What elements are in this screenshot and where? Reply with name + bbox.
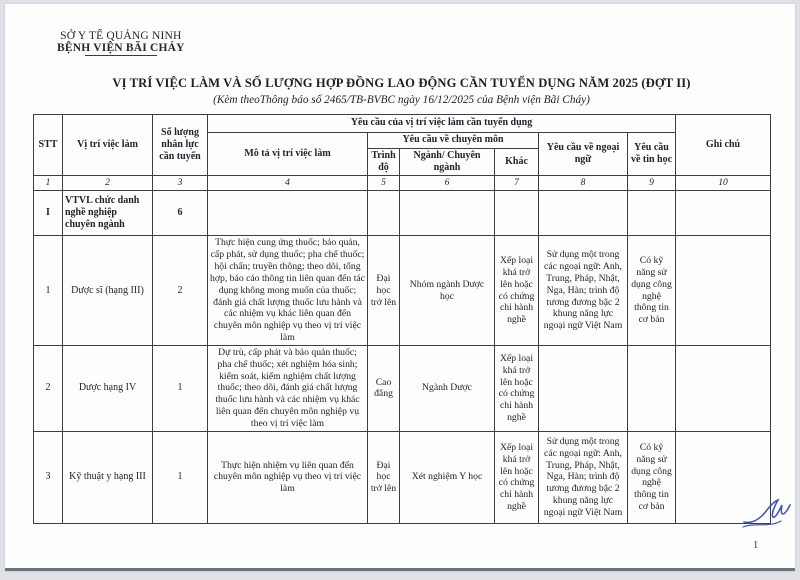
col-header-foreign-language: Yêu cầu về ngoại ngữ (539, 133, 628, 176)
col-header-other: Khác (495, 149, 539, 176)
col-header-stt: STT (34, 115, 63, 176)
col-number: 10 (676, 176, 771, 191)
cell-major: Ngành Dược (400, 345, 495, 431)
cell-empty (539, 191, 628, 236)
table-row (34, 431, 771, 523)
col-number: 1 (34, 176, 63, 191)
cell-no: 2 (34, 345, 63, 431)
cell-major: Xét nghiệm Y học (400, 431, 495, 523)
col-header-notes: Ghi chú (676, 115, 771, 176)
org-hospital: BỆNH VIỆN BÃI CHÁY (57, 42, 185, 54)
org-underline (85, 55, 157, 56)
signature-ink-icon (741, 498, 793, 534)
col-header-professional-group: Yêu cầu về chuyên môn (368, 133, 539, 149)
table-row (34, 236, 771, 345)
cell-no: 3 (34, 431, 63, 523)
cell-informatics: Có kỹ năng sử dụng công nghệ thông tin cơ bản (628, 236, 676, 345)
cell-empty (208, 191, 368, 236)
org-header (57, 30, 185, 56)
col-header-quantity: Số lượng nhân lực cần tuyển (153, 115, 208, 176)
cell-level: Đại học trở lên (368, 431, 400, 523)
document-page (5, 4, 795, 571)
cell-level: Đại học trở lên (368, 236, 400, 345)
col-number: 8 (539, 176, 628, 191)
org-department: SỞ Y TẾ QUẢNG NINH (60, 30, 182, 42)
cell-other: Xếp loại khá trở lên hoặc có chứng chỉ hành nghề (495, 236, 539, 345)
col-header-requirements-group: Yêu cầu của vị trí việc làm cần tuyển dụng (208, 115, 676, 133)
cell-quantity: 2 (153, 236, 208, 345)
table-row (34, 345, 771, 431)
cell-empty (368, 191, 400, 236)
document-subtitle: (Kèm theoThông báo số 2465/TB-BVBC ngày 16/12/2025 của Bệnh viện Bãi Cháy) (213, 94, 590, 106)
cell-position: Dược hạng IV (63, 345, 153, 431)
cell-group-position: VTVL chức danh nghề nghiệp chuyên ngành (63, 191, 153, 236)
cell-empty (628, 191, 676, 236)
col-header-description: Mô tả vị trí việc làm (208, 133, 368, 176)
cell-notes (676, 345, 771, 431)
recruitment-table (33, 114, 771, 524)
column-number-row (34, 176, 771, 191)
cell-notes (676, 236, 771, 345)
cell-group-quantity: 6 (153, 191, 208, 236)
cell-foreign-language: Sử dụng một trong các ngoại ngữ: Anh, Trung, Pháp, Nhật, Nga, Hàn; trình độ tương đương bậc 2 khung năng lực ngoại ngữ Việt Nam (539, 431, 628, 523)
cell-level: Cao đẳng (368, 345, 400, 431)
cell-quantity: 1 (153, 431, 208, 523)
cell-description: Dự trù, cấp phát và bảo quản thuốc; pha chế thuốc; xét nghiệm hóa sinh; kiểm soát, kiểm nghiệm chất lượng thuốc; theo dõi, đánh giá chất lượng thuốc lưu hành và các nhiệm vụ khác liên quan đến chuyên môn nghiệp vụ theo vị trí việc làm (208, 345, 368, 431)
cell-description: Thực hiện nhiệm vụ liên quan đến chuyên môn nghiệp vụ theo vị trí việc làm (208, 431, 368, 523)
col-header-position: Vị trí việc làm (63, 115, 153, 176)
cell-other: Xếp loại khá trở lên hoặc có chứng chỉ hành nghề (495, 345, 539, 431)
cell-position: Kỹ thuật y hạng III (63, 431, 153, 523)
col-header-informatics: Yêu cầu về tin học (628, 133, 676, 176)
cell-foreign-language (539, 345, 628, 431)
document-title: VỊ TRÍ VIỆC LÀM VÀ SỐ LƯỢNG HỢP ĐỒNG LAO ĐỘNG CẦN TUYỂN DỤNG NĂM 2025 (ĐỢT II) (112, 76, 691, 90)
cell-informatics: Có kỹ năng sử dụng công nghệ thông tin cơ bản (628, 431, 676, 523)
cell-description: Thực hiện cung ứng thuốc; bảo quản, cấp phát, sử dụng thuốc; pha chế thuốc; hội chẩn; truyền thông; theo dõi, tổng hợp, báo cáo thông tin liên quan đến tác dụng không mong muốn của thuốc; đánh giá chất lượng thuốc lưu hành và các nhiệm vụ khác liên quan đến chuyên môn nghiệp vụ theo vị trí việc làm (208, 236, 368, 345)
col-number: 3 (153, 176, 208, 191)
col-number: 7 (495, 176, 539, 191)
cell-other: Xếp loại khá trở lên hoặc có chứng chỉ hành nghề (495, 431, 539, 523)
col-number: 2 (63, 176, 153, 191)
cell-empty (495, 191, 539, 236)
col-header-major: Ngành/ Chuyên ngành (400, 149, 495, 176)
col-number: 9 (628, 176, 676, 191)
table-row-group (34, 191, 771, 236)
col-number: 4 (208, 176, 368, 191)
cell-no: 1 (34, 236, 63, 345)
cell-position: Dược sĩ (hạng III) (63, 236, 153, 345)
cell-group-no: I (34, 191, 63, 236)
cell-foreign-language: Sử dụng một trong các ngoại ngữ: Anh, Trung, Pháp, Nhật, Nga, Hàn; trình độ tương đương bậc 2 khung năng lực ngoại ngữ Việt Nam (539, 236, 628, 345)
col-number: 5 (368, 176, 400, 191)
cell-major: Nhóm ngành Dược học (400, 236, 495, 345)
cell-informatics (628, 345, 676, 431)
signature-mark (741, 498, 793, 539)
col-number: 6 (400, 176, 495, 191)
cell-quantity: 1 (153, 345, 208, 431)
col-header-level: Trình độ (368, 149, 400, 176)
page-number: 1 (753, 540, 759, 551)
cell-empty (676, 191, 771, 236)
cell-empty (400, 191, 495, 236)
title-block (33, 76, 770, 106)
